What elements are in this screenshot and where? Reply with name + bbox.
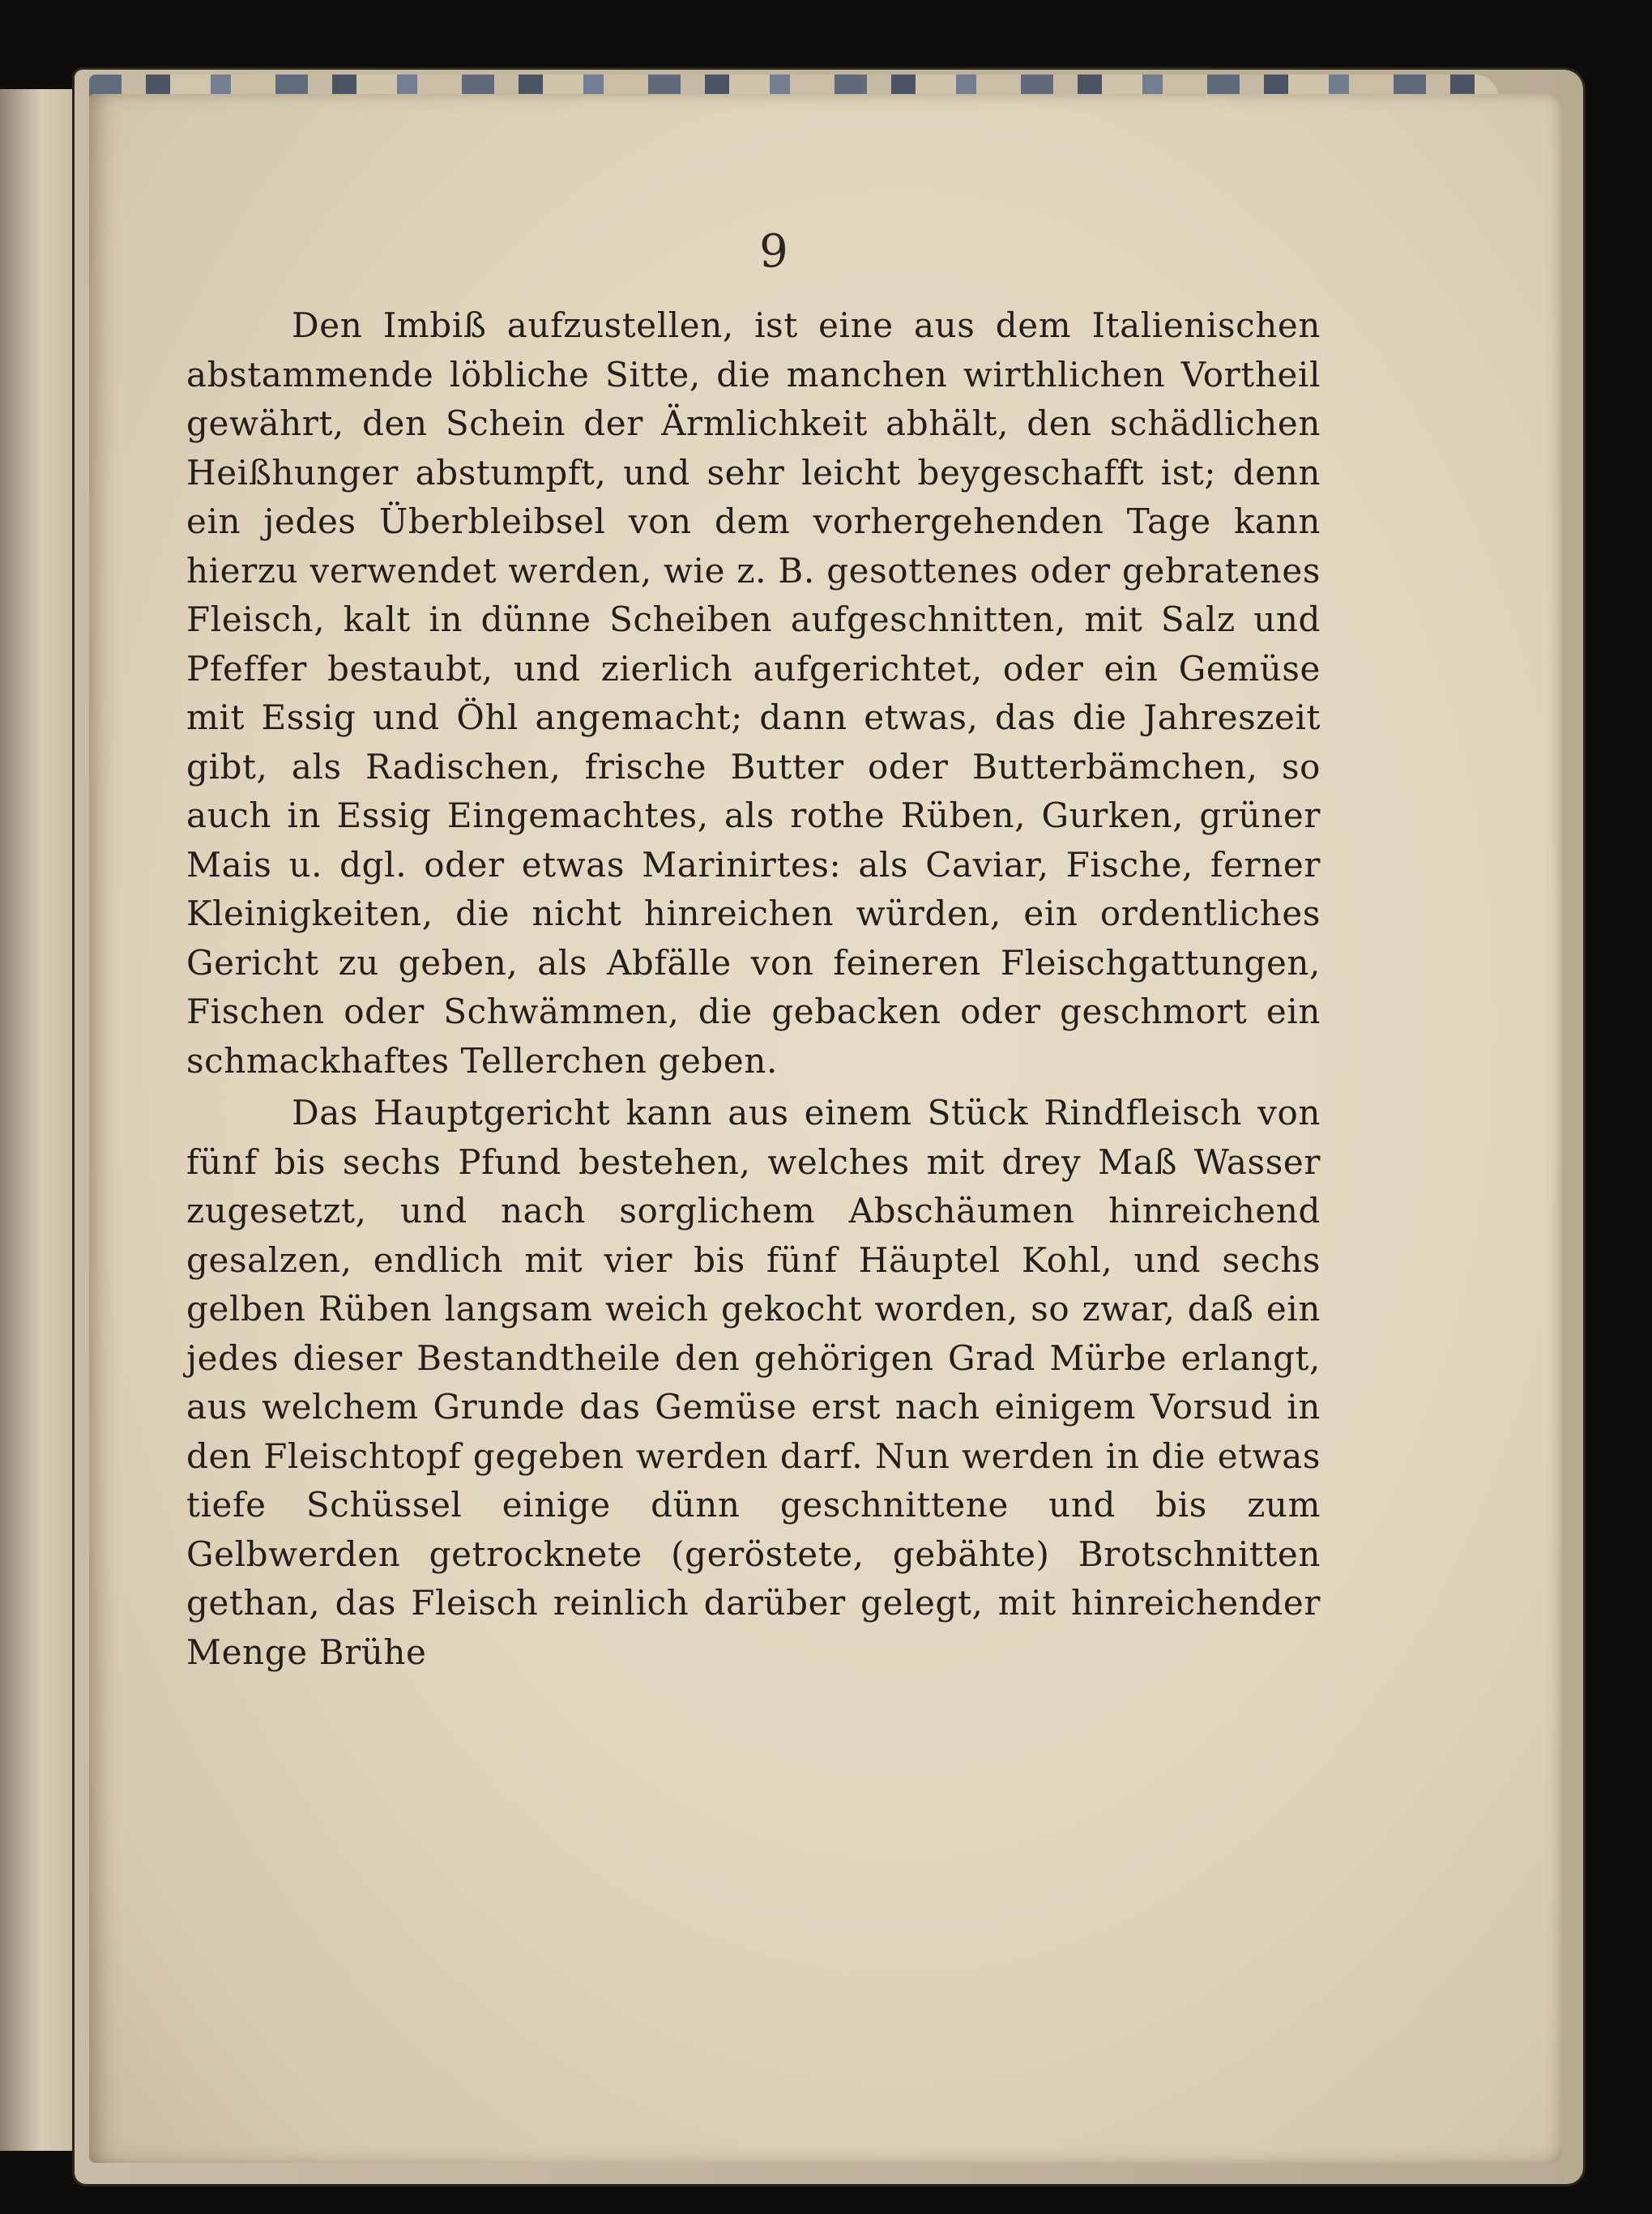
paragraph-imbiss: Den Imbiß aufzustellen, ist eine aus dem Italienischen abstammende löbliche Sitte, die manchen wirthlichen Vortheil gewährt, den Schein der Ärmlichkeit abhält, den schädlichen Heißhunger abstumpft, und sehr leicht beygeschafft ist; denn ein jedes Überbleibsel von dem vorhergehenden Tage kann hierzu verwendet werden, wie z. B. gesottenes oder gebratenes Fleisch, kalt in dünne Scheiben aufgeschnitten, mit Salz und Pfeffer bestaubt, und zierlich aufgerichtet, oder ein Gemüse mit Essig und Öhl angemacht; dann etwas, das die Jahreszeit gibt, als Radischen, frische Butter oder Butterbämchen, so auch in Essig Eingemachtes, als rothe Rüben, Gurken, grüner Mais u. dgl. oder etwas Marinirtes: als Caviar, Fische, ferner Kleinigkeiten, die nicht hinreichen würden, ein ordentliches Gericht zu geben, als Abfälle von feineren Fleischgattungen, Fischen oder Schwämmen, die gebacken oder geschmort ein schmackhaftes Tellerchen geben. <box>186 305 1321 1081</box>
page-text <box>186 301 1321 1677</box>
paragraph-hauptgericht: Das Hauptgericht kann aus einem Stück Rindfleisch von fünf bis sechs Pfund bestehen, welches mit drey Maß Wasser zugesetzt, und nach sorglichem Abschäumen hinreichend gesalzen, endlich mit vier bis fünf Häuptel Kohl, und sechs gelben Rüben langsam weich gekocht worden, so zwar, daß ein jedes dieser Bestandtheile den gehörigen Grad Mürbe erlangt, aus welchem Grunde das Gemüse erst nach einigem Vorsud in den Fleischtopf gegeben werden darf. Nun werden in die etwas tiefe Schüssel einige dünn geschnittene und bis zum Gelbwerden getrocknete (geröstete, gebähte) Brotschnitten gethan, das Fleisch reinlich darüber gelegt, mit hinreichender Menge Brühe <box>186 1093 1321 1672</box>
page-number: 9 <box>759 225 788 278</box>
